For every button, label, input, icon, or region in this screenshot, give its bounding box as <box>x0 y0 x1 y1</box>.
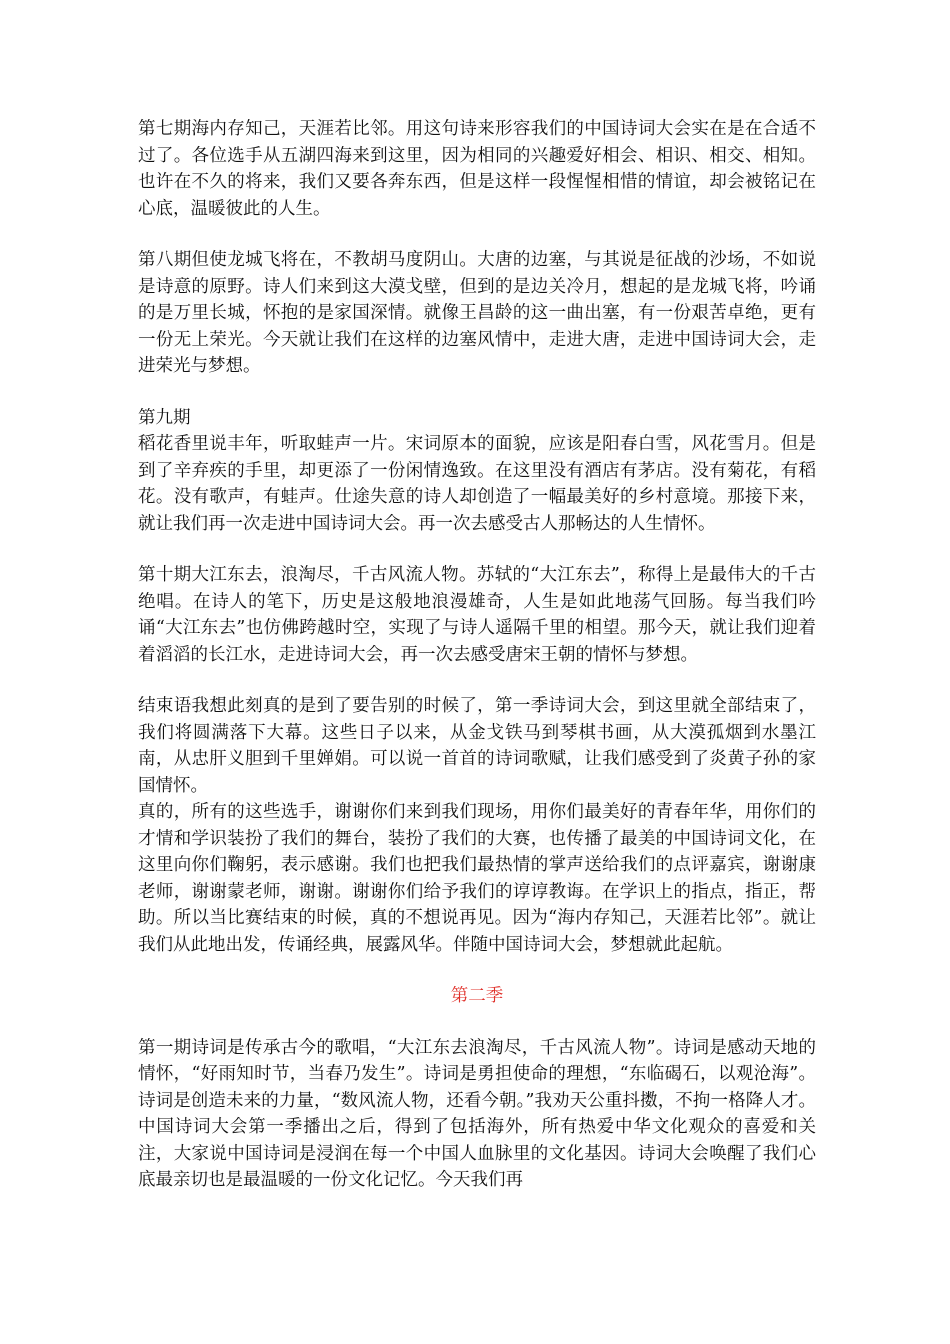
section-heading-season-2: 第二季 <box>450 986 504 1006</box>
document-page <box>138 116 816 1219</box>
paragraph-episode-9: 第九期 稻花香里说丰年，听取蛙声一片。宋词原本的面貌，应该是阳春白雪，风花雪月。但是到了辛弃疾的手里，却更添了一份闲情逸致。在这里没有酒店有茅店。没有菊花，有稻花。没有歌声，有蛙声。仕途失意的诗人却创造了一幅最美好的乡村意境。那接下来，就让我们再一次走进中国诗词大会。再一次去感受古人那畅达的人生情怀。 <box>138 407 816 534</box>
paragraph-season-2-episode-1: 第一期诗词是传承古今的歌唱，“大江东去浪淘尽，千古风流人物”。诗词是感动天地的情怀，“好雨知时节，当春乃发生”。诗词是勇担使命的理想，“东临碣石，以观沧海”。诗词是创造未来的力量，“数风流人物，还看今朝。”我劝天公重抖擞，不拘一格降人才。中国诗词大会第一季播出之后，得到了包括海外，所有热爱中华文化观众的喜爱和关注，大家说中国诗词是浸润在每一个中国人血脉里的文化基因。诗词大会唤醒了我们心底最亲切也是最温暖的一份文化记忆。今天我们再 <box>138 1037 816 1190</box>
paragraph-closing-thanks: 真的，所有的这些选手，谢谢你们来到我们现场，用你们最美好的青春年华，用你们的才情和学识装扮了我们的舞台，装扮了我们的大赛，也传播了最美的中国诗词文化，在这里向你们鞠躬，表示感谢。我们也把我们最热情的掌声送给我们的点评嘉宾，谢谢康老师，谢谢蒙老师，谢谢。谢谢你们给予我们的谆谆教诲。在学识上的指点，指正，帮助。所以当比赛结束的时候，真的不想说再见。因为“海内存知己，天涯若比邻”。就让我们从此地出发，传诵经典，展露风华。伴随中国诗词大会，梦想就此起航。 <box>138 802 816 955</box>
paragraph-episode-8: 第八期但使龙城飞将在，不教胡马度阴山。大唐的边塞，与其说是征战的沙场，不如说是诗意的原野。诗人们来到这大漠戈壁，但到的是边关冷月，想起的是龙城飞将，吟诵的是万里长城，怀抱的是家国深情。就像王昌龄的这一曲出塞，有一份艰苦卓绝，更有一份无上荣光。今天就让我们在这样的边塞风情中，走进大唐，走进中国诗词大会，走进荣光与梦想。 <box>138 250 816 376</box>
paragraph-closing-remarks: 结束语我想此刻真的是到了要告别的时候了，第一季诗词大会，到这里就全部结束了，我们将圆满落下大幕。这些日子以来，从金戈铁马到琴棋书画，从大漠孤烟到水墨江南，从忠肝义胆到千里婵娟。可以说一首首的诗词歌赋，让我们感受到了炎黄子孙的家国情怀。 <box>138 696 816 796</box>
paragraph-episode-7: 第七期海内存知己，天涯若比邻。用这句诗来形容我们的中国诗词大会实在是在合适不过了。各位选手从五湖四海来到这里，因为相同的兴趣爱好相会、相识、相交、相知。也许在不久的将来，我们又要各奔东西，但是这样一段惺惺相惜的情谊，却会被铭记在心底，温暖彼此的人生。 <box>138 119 816 219</box>
paragraph-episode-10: 第十期大江东去，浪淘尽，千古风流人物。苏轼的“大江东去”，称得上是最伟大的千古绝唱。在诗人的笔下，历史是这般地浪漫雄奇，人生是如此地荡气回肠。每当我们吟诵“大江东去”也仿佛跨越时空，实现了与诗人遥隔千里的相望。那今天，就让我们迎着着滔滔的长江水，走进诗词大会，再一次去感受唐宋王朝的情怀与梦想。 <box>138 565 816 665</box>
